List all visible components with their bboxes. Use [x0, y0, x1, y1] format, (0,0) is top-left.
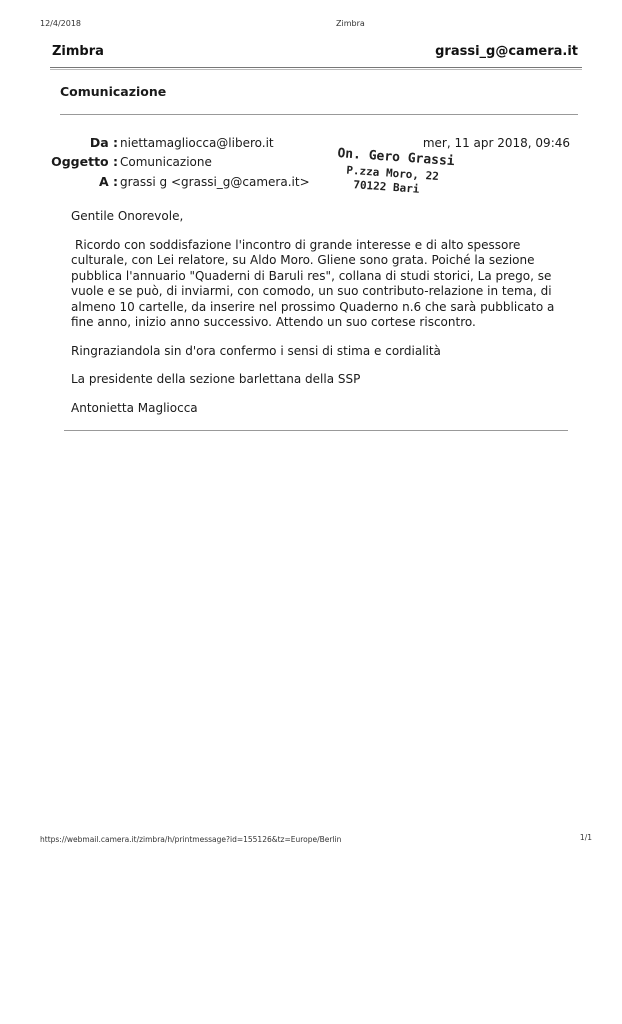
sender-role: La presidente della sezione barlettana della SSP — [71, 372, 361, 386]
section-title: Comunicazione — [60, 84, 167, 99]
message-body — [71, 209, 557, 429]
signature: Antonietta Magliocca — [71, 400, 198, 415]
sent-date: mer, 11 apr 2018, 09:46 — [422, 136, 570, 150]
account-email: grassi_g@camera.it — [435, 44, 578, 59]
header-divider-secondary — [50, 69, 582, 70]
to-label: A : — [98, 174, 118, 189]
from-value: niettamagliocca@libero.it — [120, 136, 274, 150]
stamp-city: 70122 Bari — [352, 178, 420, 196]
print-title: Zimbra — [336, 19, 365, 28]
greeting: Gentile Onorevole, — [71, 209, 184, 223]
body-paragraph: Ricordo con soddisfazione l'incontro di grande interesse e di alto spessore culturale, con Lei relatore, su Aldo Moro. Gliene sono grata. Poiché la sezione pubblica l'annuario "Quaderni di Baruli res", collana di studi storici, La prego, se vuole e se può, di inviarmi, con comodo, un suo contributo-relazione in tema, di almeno 10 cartelle, da inserire nel prossimo Quaderno n.6 che sarà pubblicato a fine anno, inizio anno successivo. Attendo un suo cortese riscontro. — [71, 237, 555, 329]
closing-line: Ringraziandola sin d'ora confermo i sensi di stima e cordialità — [71, 343, 441, 358]
footer-url: https://webmail.camera.it/zimbra/h/printmessage?id=155126&tz=Europe/Berlin — [40, 835, 342, 844]
from-label: Da : — [89, 135, 118, 150]
subject-value: Comunicazione — [120, 155, 212, 169]
address-stamp — [335, 146, 458, 198]
section-divider — [60, 114, 578, 115]
subject-label: Oggetto : — [51, 154, 118, 169]
stamp-street: P.zza Moro, 22 — [345, 163, 440, 184]
brand-title: Zimbra — [52, 44, 104, 59]
print-date: 12/4/2018 — [40, 19, 82, 28]
message-end-divider — [64, 430, 568, 431]
page-number: 1/1 — [579, 833, 592, 842]
to-value: grassi g <grassi_g@camera.it> — [120, 175, 310, 189]
header-divider — [50, 67, 582, 68]
stamp-name: On. Gero Grassi — [336, 146, 456, 170]
